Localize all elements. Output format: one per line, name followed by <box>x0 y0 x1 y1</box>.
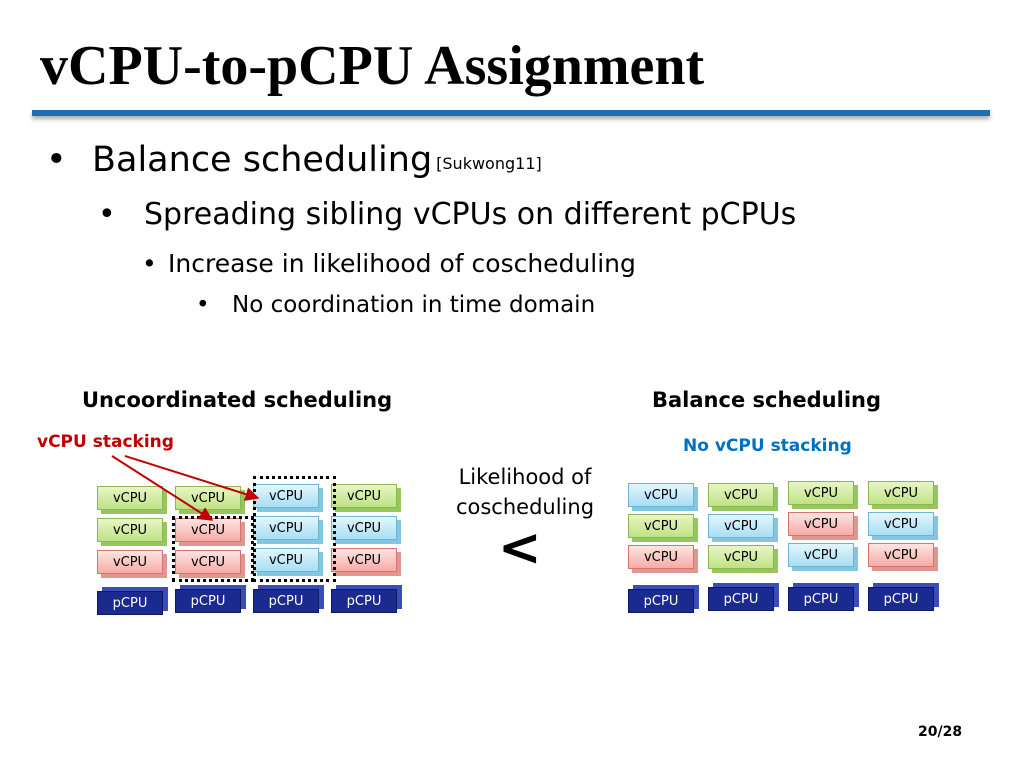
slide-title: vCPU-to-pCPU Assignment <box>40 35 705 97</box>
right-vcpu-block: vCPU <box>628 483 694 507</box>
right-vcpu-block: vCPU <box>708 545 774 569</box>
right-pcpu-block: pCPU <box>788 587 854 611</box>
left-vcpu-block: vCPU <box>331 516 397 540</box>
citation: [Sukwong11] <box>436 154 542 173</box>
bullet-text: No coordination in time domain <box>232 292 596 318</box>
left-diagram-heading: Uncoordinated scheduling <box>82 388 393 412</box>
right-diagram-heading: Balance scheduling <box>652 388 882 412</box>
right-vcpu-block: vCPU <box>708 483 774 507</box>
left-vcpu-block: vCPU <box>97 518 163 542</box>
right-vcpu-block: vCPU <box>868 512 934 536</box>
right-vcpu-block: vCPU <box>628 545 694 569</box>
left-vcpu-block: vCPU <box>97 486 163 510</box>
page-number: 20/28 <box>918 724 963 740</box>
right-vcpu-block: vCPU <box>868 481 934 505</box>
left-pcpu-block: pCPU <box>331 589 397 613</box>
right-vcpu-block: vCPU <box>788 512 854 536</box>
left-vcpu-block: vCPU <box>175 550 241 574</box>
left-pcpu-block: pCPU <box>97 591 163 615</box>
left-vcpu-block: vCPU <box>331 548 397 572</box>
right-pcpu-block: pCPU <box>628 589 694 613</box>
right-vcpu-block: vCPU <box>708 514 774 538</box>
bullet-marker: • <box>196 292 210 318</box>
left-vcpu-block: vCPU <box>253 516 319 540</box>
left-vcpu-block: vCPU <box>97 550 163 574</box>
left-pcpu-block: pCPU <box>253 589 319 613</box>
bullet-text: Increase in likelihood of coscheduling <box>168 249 636 278</box>
right-vcpu-block: vCPU <box>788 481 854 505</box>
comparison-line1: Likelihood of <box>458 465 592 489</box>
bullet-marker: • <box>46 140 67 180</box>
no-vcpu-stacking-note: No vCPU stacking <box>683 436 852 456</box>
left-vcpu-block: vCPU <box>175 518 241 542</box>
less-than-symbol: < <box>498 518 542 578</box>
left-pcpu-block: pCPU <box>175 589 241 613</box>
right-pcpu-block: pCPU <box>708 587 774 611</box>
left-vcpu-block: vCPU <box>331 484 397 508</box>
vcpu-stacking-note: vCPU stacking <box>37 432 174 452</box>
bullet-text: Balance scheduling <box>92 140 433 180</box>
bullet-text: Spreading sibling vCPUs on different pCPUs <box>144 197 797 232</box>
comparison-line2: coscheduling <box>455 495 595 519</box>
bullet-marker: • <box>98 197 116 232</box>
right-vcpu-block: vCPU <box>788 543 854 567</box>
left-vcpu-block: vCPU <box>253 548 319 572</box>
arrow-to-stacked-vcpu <box>112 456 212 520</box>
right-vcpu-block: vCPU <box>628 514 694 538</box>
right-vcpu-block: vCPU <box>868 543 934 567</box>
left-vcpu-block: vCPU <box>175 486 241 510</box>
right-pcpu-block: pCPU <box>868 587 934 611</box>
bullet-marker: • <box>142 249 157 278</box>
left-vcpu-block: vCPU <box>253 484 319 508</box>
